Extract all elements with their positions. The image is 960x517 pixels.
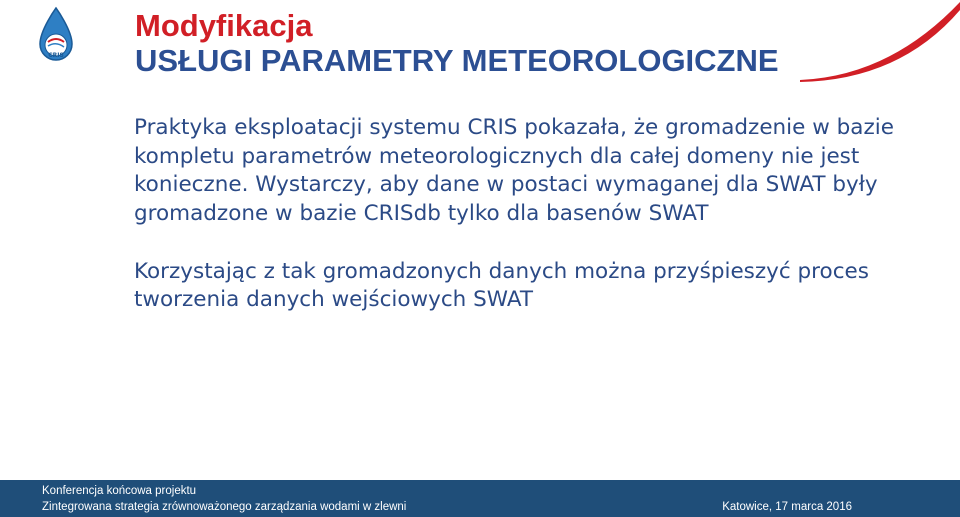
page-title: Modyfikacja [135, 8, 313, 43]
paragraph-1: Praktyka eksploatacji systemu CRIS pokazała, że gromadzenie w bazie kompletu parametrów meteorologicznych dla całej domeny nie jest konieczne. Wystarczy, aby dane w postaci wymaganej dla SWAT były gromadzone w bazie CRISdb tylko dla basenów SWAT [134, 115, 894, 227]
body-content [134, 114, 934, 315]
footer-conference: Konferencja końcowa projektu [42, 485, 197, 497]
footer-project-title: Zintegrowana strategia zrównoważonego zarządzania wodami w zlewni [42, 501, 407, 513]
paragraph-2: Korzystając z tak gromadzonych danych można przyśpieszyć proces tworzenia danych wejściowych SWAT [134, 258, 869, 313]
title-block [135, 9, 779, 79]
cris-logo [36, 6, 76, 64]
logo-text: CRIS [48, 52, 64, 59]
footer-location-date: Katowice, 17 marca 2016 [722, 501, 852, 513]
page-subtitle: USŁUGI PARAMETRY METEOROLOGICZNE [135, 43, 779, 78]
footer-bar [0, 480, 960, 517]
decorative-swoosh [800, 0, 960, 82]
